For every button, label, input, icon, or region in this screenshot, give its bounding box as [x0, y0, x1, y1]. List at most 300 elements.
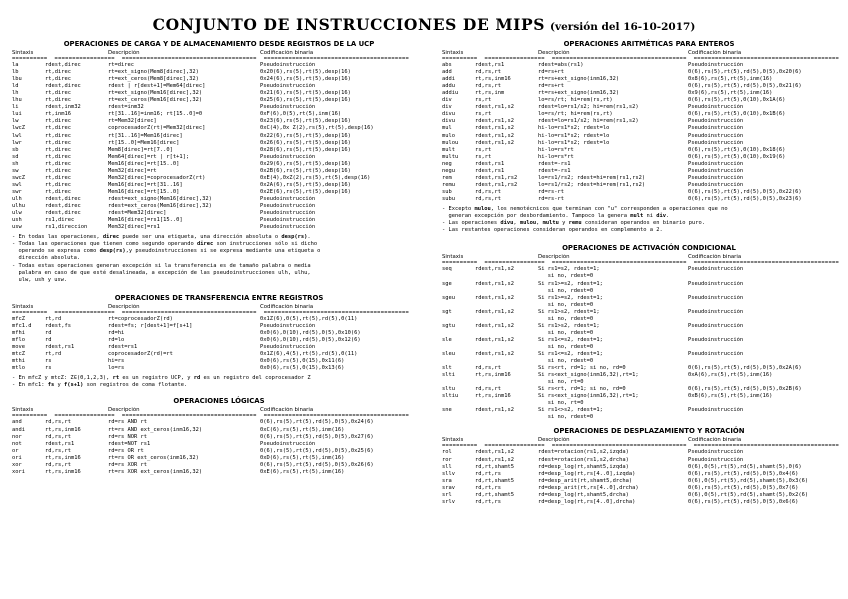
description: Si rs<rt, rd=1; si no, rd=0	[538, 386, 626, 393]
mnemonic: lh	[12, 90, 19, 97]
instruction-row	[442, 330, 848, 337]
instruction-row	[442, 365, 848, 372]
encoding: 0(6),rs(5),rt(5),rd(5),0(5),0x23(6)	[688, 195, 802, 202]
mnemonic: ulh	[12, 195, 22, 202]
operands: rd	[45, 329, 52, 336]
description: si no, rdest=0	[538, 287, 594, 294]
encoding: 0(6),rs(5),rt(5),0(10),0x1B(6)	[688, 111, 786, 118]
encoding: Pseudoinstrucción	[260, 153, 316, 160]
operands: rdest,rs1,s2	[475, 132, 514, 139]
mnemonic: ush	[12, 217, 22, 224]
mnemonic: slt	[442, 365, 452, 372]
mnemonic: mflo	[12, 337, 25, 344]
description: rd=desp_arit(rt,shamt5,drcha)	[538, 477, 633, 484]
mnemonic	[442, 273, 475, 280]
title-version: (versión del 16-10-2017)	[550, 21, 696, 33]
header-separator: ========== ================= ====================================== =========================================	[12, 57, 410, 63]
description: coprocesadorZ(rd)=rt	[108, 351, 173, 358]
encoding: 0(6),rs(5),rt(5),rd(5),0(5),0x26(6)	[260, 461, 374, 468]
encoding: Pseudoinstrucción	[260, 322, 316, 329]
operands: rt,direc	[45, 125, 71, 132]
encoding: Pseudoinstrucción	[260, 104, 316, 111]
header-separator: ========== ================= ====================================== =========================================	[442, 57, 840, 63]
instruction-row	[12, 147, 426, 154]
operands: rdest,rs1,rs2	[475, 174, 518, 181]
instruction-row	[442, 140, 848, 147]
operands: rs	[45, 365, 52, 372]
instruction-row	[442, 407, 848, 414]
column-header: Descripción	[538, 50, 570, 56]
section-activacion	[442, 244, 848, 421]
instruction-row	[442, 316, 848, 323]
section-notes	[12, 234, 426, 284]
operands: rdest,rs1,s2	[475, 139, 514, 146]
mnemonic: lwcZ	[12, 125, 25, 132]
mnemonic: ld	[12, 83, 19, 90]
instruction-row	[12, 358, 426, 365]
instruction-row	[442, 499, 848, 506]
column-header: Sintaxis	[442, 254, 464, 261]
mnemonic: divu	[442, 111, 455, 118]
encoding: 0x1Z(6),0(5),rt(5),rd(5),0(11)	[260, 315, 358, 322]
mnemonic: mfc1.d	[12, 322, 32, 329]
instruction-row	[12, 365, 426, 372]
mnemonic	[442, 358, 475, 365]
operands: rdest,direc	[45, 83, 81, 90]
instruction-row	[12, 441, 426, 448]
encoding: 0(6),rs(5),rt(5),0(10),0x18(6)	[688, 146, 786, 153]
section-notes	[442, 206, 848, 234]
operands	[475, 288, 538, 295]
column-header: Codificación binaria	[260, 303, 314, 310]
operands: rdest,rs1	[475, 160, 505, 167]
mnemonic: srlv	[442, 498, 455, 505]
mnemonic: remu	[442, 181, 455, 188]
operands: rdest,rs1,s2	[475, 322, 514, 329]
description: Mem8[direc]=rt[7..0]	[108, 146, 173, 153]
mnemonic: multu	[442, 153, 459, 160]
encoding: 0x25(6),rs(5),rt(5),desp(16)	[260, 97, 351, 104]
operands: rd,rt,shamt5	[475, 491, 514, 498]
instruction-row	[442, 478, 848, 485]
description: hi-lo=rs*rt	[538, 153, 574, 160]
description: rt[31..16]=Mem16[direc]	[108, 132, 183, 139]
mnemonic: andi	[12, 426, 25, 433]
column-header: Descripción	[538, 254, 570, 261]
section-aritmeticas	[442, 40, 848, 234]
description: Si rs1<=s2, rdest=1;	[538, 336, 603, 343]
mnemonic: lwr	[12, 139, 22, 146]
encoding	[688, 316, 848, 323]
encoding: 0(6),rs(5),rt(5),0(10),0x19(6)	[688, 153, 786, 160]
instruction-row	[12, 419, 426, 426]
description: rd=rs-rt	[538, 195, 564, 202]
operands: rd,rs,rt	[475, 365, 501, 372]
instruction-row	[442, 393, 848, 400]
description: lo=rs/rt; hi=rem(rs,rt)	[538, 97, 613, 104]
instruction-row	[12, 427, 426, 434]
description: hi=rs	[108, 358, 125, 365]
operands: rt,direc	[45, 118, 71, 125]
column-headers	[12, 407, 426, 414]
mnemonic: ori	[12, 454, 22, 461]
instruction-row	[442, 457, 848, 464]
encoding: 0(6),rs(5),rt(5),rd(5),0(5),0x2B(6)	[688, 386, 802, 393]
description: hi-lo=rs1*s2; rdest=lo	[538, 132, 610, 139]
description: Si rs1>=s2, rdest=1;	[538, 294, 603, 301]
operands: rs1,direc	[45, 217, 75, 224]
mnemonic: lw	[12, 118, 19, 125]
description: rdest=rs1	[108, 344, 138, 351]
mnemonic: li	[12, 104, 19, 111]
encoding: 0x2A(6),rs(5),rt(5),desp(16)	[260, 181, 351, 188]
description: lo=rs/rt; hi=rem(rs,rt)	[538, 111, 613, 118]
note-line: - Excepto mulou, los nemotécnicos que terminan con "u" corresponden a operaciones que no	[442, 205, 728, 212]
mnemonic: not	[12, 440, 22, 447]
description: rdest=lo=rs1/s2; hi=rem(rs1,s2)	[538, 118, 639, 125]
encoding	[688, 330, 848, 337]
encoding: 0x21(6),rs(5),rt(5),desp(16)	[260, 90, 351, 97]
operands: rs,rt	[475, 146, 492, 153]
mnemonic: addiu	[442, 90, 459, 97]
encoding: 0(6),rs(5),rt(5),0(10),0x1A(6)	[688, 97, 786, 104]
description: rd=rs+rt	[538, 69, 564, 76]
encoding: Pseudoinstrucción	[688, 181, 744, 188]
operands: rs	[45, 358, 52, 365]
encoding: Pseudoinstrucción	[260, 210, 316, 217]
encoding: 0x0(6),0(10),rd(5),0(5),0x10(6)	[260, 329, 361, 336]
description: rt[15..0]=Mem16[direc]	[108, 139, 180, 146]
encoding: Pseudoinstrucción	[688, 336, 744, 343]
encoding: Pseudoinstrucción	[260, 83, 316, 90]
encoding	[688, 273, 848, 280]
description: rt=ext_ceros(Mem16[direc],32)	[108, 97, 203, 104]
encoding: Pseudoinstrucción	[260, 62, 316, 69]
encoding: 0xE(4),0xZ(2),rs(5),rt(5),desp(16)	[260, 174, 371, 181]
description: Si rs1<=s2, rdest=1;	[538, 350, 603, 357]
description: si no, rdest=0	[538, 414, 594, 421]
description: coprocesadorZ(rt)=Mem32[direc]	[108, 125, 206, 132]
encoding	[688, 344, 848, 351]
operands: rdest,rs1	[475, 62, 505, 69]
operands: rt,direc	[45, 90, 71, 97]
operands: rt,rs,inm16	[475, 76, 511, 83]
instruction-row	[442, 76, 848, 83]
mnemonic: mul	[442, 125, 452, 132]
column-header: Codificación binaria	[260, 407, 314, 414]
description: rd=desp_log(rt,shamt5,izqda)	[538, 463, 629, 470]
note-line: - En mfc1: fs y f(s+1) son registros de coma flotante.	[12, 382, 188, 389]
mnemonic: sgtu	[442, 322, 455, 329]
description: si no, rdest=0	[538, 315, 594, 322]
instruction-row	[12, 104, 426, 111]
description: hi-lo=rs*rt	[538, 146, 574, 153]
instruction-row	[12, 154, 426, 161]
operands: rs,rt	[475, 153, 492, 160]
note-line: ulw, ush y usw.	[12, 276, 68, 283]
mnemonic: lhu	[12, 97, 22, 104]
note-line: operando se expresa como desp(rs),y pseudoinstrucciones si se expresa mediante una etiqueta o	[12, 248, 321, 255]
mnemonic: and	[12, 419, 22, 426]
note-line: - Todas las operaciones que tienen como segundo operando direc son instrucciones sólo si dicho	[12, 241, 318, 248]
section-desplazamiento	[442, 427, 848, 505]
column-header: Descripción	[108, 303, 140, 310]
operands: rd,rs,rt	[475, 83, 501, 90]
description: rdest=ext_signo(Mem16[direc],32)	[108, 195, 212, 202]
description: rdest | r[dest+1]=Mem64[direc]	[108, 83, 206, 90]
instruction-row	[12, 189, 426, 196]
operands: rt,direc	[45, 69, 71, 76]
instruction-row	[442, 90, 848, 97]
description: rt=ext_ceros(Mem8[direc],32)	[108, 76, 199, 83]
description: rd=rs+rt	[538, 83, 564, 90]
description: si no, rdest=0	[538, 273, 594, 280]
description: rd=desp_log(rt,rs[4..0],drcha)	[538, 498, 636, 505]
operands: rd,rt,shamt5	[475, 477, 514, 484]
description: rt=rs XOR ext_ceros(inm16,32)	[108, 468, 203, 475]
mnemonic: addi	[442, 76, 455, 83]
operands	[475, 273, 538, 280]
instruction-row	[442, 449, 848, 456]
encoding: 0(6),rs(5),rt(5),rd(5),0(5),0x20(6)	[688, 69, 802, 76]
description: rt=direc	[108, 62, 134, 69]
description: rdest=abs(rs1)	[538, 62, 584, 69]
description: Mem16[direc]=rt[31..16]	[108, 181, 183, 188]
description: lo=rs1/rs2; rdest=hi=rem(rs1,rs2)	[538, 181, 646, 188]
column-header: Codificación binaria	[688, 50, 742, 56]
mnemonic	[442, 379, 475, 386]
instruction-row	[12, 133, 426, 140]
encoding: Pseudoinstrucción	[688, 167, 744, 174]
instruction-row	[12, 196, 426, 203]
section-transferencia	[12, 294, 426, 390]
description: rt=rs+ext_signo(inm16,32)	[538, 76, 620, 83]
operands: rdest,rs1,s2	[475, 456, 514, 463]
encoding: Pseudoinstrucción	[688, 350, 744, 357]
encoding: 0xF(6),0(5),rt(5),inm(16)	[260, 111, 342, 118]
encoding: 0x23(6),rs(5),rt(5),desp(16)	[260, 118, 351, 125]
instruction-row	[442, 281, 848, 288]
description: rd=desp_arit(rt,rs[4..0],drcha)	[538, 484, 639, 491]
header-separator: ========== ================= ====================================== =========================================	[442, 444, 840, 450]
encoding: Pseudoinstrucción	[260, 224, 316, 231]
operands: rt,direc	[45, 97, 71, 104]
mnemonic: sne	[442, 407, 452, 414]
operands: rd,rs,rt	[45, 461, 71, 468]
operands: rt,direc	[45, 76, 71, 83]
instruction-row	[12, 455, 426, 462]
instruction-row	[12, 175, 426, 182]
instruction-row	[442, 175, 848, 182]
instruction-row	[442, 344, 848, 351]
encoding: Pseudoinstrucción	[260, 202, 316, 209]
encoding: 0x9(6),rs(5),rt(5),inm(16)	[688, 90, 773, 97]
mnemonic: seq	[442, 266, 452, 273]
section-title: OPERACIONES DE CARGA Y DE ALMACENAMIENTO DESDE REGISTROS DE LA UCP	[63, 40, 375, 48]
instruction-row	[12, 469, 426, 476]
encoding: Pseudoinstrucción	[688, 104, 744, 111]
column-header: Sintaxis	[12, 50, 34, 56]
mnemonic: lwl	[12, 132, 22, 139]
operands: rd,rt,rs	[475, 484, 501, 491]
mnemonic: or	[12, 447, 19, 454]
mnemonic: neg	[442, 160, 452, 167]
description: Si rs<ext_signo(inm16,32),rt=1;	[538, 372, 639, 379]
encoding: 0x28(6),rs(5),rt(5),desp(16)	[260, 146, 351, 153]
mnemonic: mfhi	[12, 329, 25, 336]
instruction-row	[12, 83, 426, 90]
instruction-row	[442, 485, 848, 492]
instruction-row	[442, 168, 848, 175]
description: Mem16[direc]=rt[15..0]	[108, 160, 180, 167]
instruction-row	[12, 344, 426, 351]
mnemonic: ulhu	[12, 202, 25, 209]
instruction-row	[12, 168, 426, 175]
operands: rdest,direc	[45, 195, 81, 202]
mnemonic: xori	[12, 468, 25, 475]
encoding: Pseudoinstrucción	[688, 322, 744, 329]
operands: rd,rs,rt	[45, 447, 71, 454]
mnemonic	[442, 330, 475, 337]
operands: rd,rs,rt	[475, 188, 501, 195]
section-logicas	[12, 397, 426, 475]
operands: rd,rt,shamt5	[475, 463, 514, 470]
description: hi-lo=rs1*s2; rdest=lo	[538, 125, 610, 132]
instruction-row	[442, 125, 848, 132]
mnemonic: swr	[12, 188, 22, 195]
description: Si rs1>s2, rdest=1;	[538, 308, 600, 315]
encoding: 0x0(6),rs(5),0(15),0x13(6)	[260, 365, 345, 372]
operands: rdest,rs1,s2	[475, 280, 514, 287]
operands	[475, 344, 538, 351]
column-header: Codificación binaria	[688, 437, 742, 444]
description: hi-lo=rs1*s2; rdest=lo	[538, 139, 610, 146]
encoding: Pseudoinstrucción	[688, 456, 744, 463]
instruction-row	[12, 210, 426, 217]
description: si no, rdest=0	[538, 343, 594, 350]
instruction-row	[442, 295, 848, 302]
operands: rd,rs,rt	[475, 386, 501, 393]
section-notes	[12, 375, 426, 389]
encoding: 0xE(6),rs(5),rt(5),inm(16)	[260, 468, 345, 475]
mnemonic	[442, 288, 475, 295]
description: rdest=inm32	[108, 104, 144, 111]
encoding: 0(6),rs(5),rt(5),rd(5),0(5),0x7(6)	[688, 484, 799, 491]
operands: rdest,direc	[45, 210, 81, 217]
mnemonic: sltu	[442, 386, 455, 393]
instruction-row	[442, 97, 848, 104]
encoding: 0(6),rs(5),rt(5),rd(5),0(5),0x27(6)	[260, 433, 374, 440]
encoding: 0x22(6),rs(5),rt(5),desp(16)	[260, 132, 351, 139]
operands: rdest,direc	[45, 202, 81, 209]
note-line: - En mfcZ y mtcZ: Z∈(0,1,2,3), rt es un registro UCP, y rd es un registro del coprocesador Z	[12, 375, 311, 382]
mnemonic: sge	[442, 280, 452, 287]
description: rdest=rotacion(rs1,s2,izqda)	[538, 449, 629, 456]
encoding: Pseudoinstrucción	[688, 118, 744, 125]
instruction-row	[442, 302, 848, 309]
description: rt=ext_signo(Mem8[direc],32)	[108, 69, 199, 76]
mnemonic: sd	[12, 153, 19, 160]
instruction-row	[12, 76, 426, 83]
description: Si rs1=s2, rdest=1;	[538, 266, 600, 273]
instruction-row	[12, 217, 426, 224]
mnemonic	[442, 302, 475, 309]
description: rt=coprocesadorZ(rd)	[108, 315, 173, 322]
description: rd=rs-rt	[538, 188, 564, 195]
description: rd=desp_log(rt,rs[4..0],izqda)	[538, 470, 636, 477]
mnemonic: usw	[12, 224, 22, 231]
mnemonic: div	[442, 104, 452, 111]
instruction-row	[442, 471, 848, 478]
description: Si rs<ext_signo(inm16,32),rt=1;	[538, 393, 639, 400]
description: Mem16[direc]=rt[15..0]	[108, 188, 180, 195]
header-separator: ========== ================= ====================================== =========================================	[12, 414, 410, 420]
instruction-row	[12, 203, 426, 210]
operands: rt,rs,inm16	[475, 393, 511, 400]
operands: rdest,rs1	[475, 167, 505, 174]
encoding	[688, 288, 848, 295]
note-line: - Todas estas operaciones generan excepción si la transferencia es de tamaño palabra o media	[12, 262, 311, 269]
operands: rt,direc	[45, 188, 71, 195]
description: rdest=-rs1	[538, 160, 571, 167]
operands: rdest,inm32	[45, 104, 81, 111]
encoding: Pseudoinstrucción	[688, 62, 744, 69]
instruction-row	[12, 69, 426, 76]
encoding: Pseudoinstrucción	[688, 160, 744, 167]
mnemonic: sra	[442, 477, 452, 484]
column-header: Sintaxis	[12, 303, 34, 310]
description: Mem64[direc]=rt | r[t+1];	[108, 153, 190, 160]
operands: rdest,rs1,rs2	[475, 181, 518, 188]
note-line: - Las restantes operaciones consideran operandos en complemento a 2.	[442, 227, 663, 234]
encoding: 0(6),rs(5),rt(5),rd(5),0(5),0x25(6)	[260, 447, 374, 454]
instruction-row	[12, 161, 426, 168]
encoding: 0x8(6),rs(5),rt(5),inm(16)	[688, 76, 773, 83]
operands: rdest,direc	[45, 62, 81, 69]
description: Mem16[direc]=rs1[15..0]	[108, 217, 183, 224]
encoding: Pseudoinstrucción	[688, 174, 744, 181]
note-line: dirección absoluta.	[12, 255, 81, 262]
column-header: Sintaxis	[12, 407, 34, 414]
encoding: 0xC(4),0x Z(2),rs(5),rt(5),desp(16)	[260, 125, 374, 132]
operands	[475, 358, 538, 365]
mnemonic: xor	[12, 461, 22, 468]
instruction-row	[442, 351, 848, 358]
instruction-row	[12, 140, 426, 147]
column-header: Descripción	[538, 437, 570, 444]
encoding: 0xC(6),rs(5),rt(5),inm(16)	[260, 426, 345, 433]
operands: rdest,rs1	[45, 344, 75, 351]
encoding	[688, 414, 848, 421]
column-headers	[442, 437, 848, 444]
encoding: 0(6),rs(5),rt(5),rd(5),0(5),0x22(6)	[688, 188, 802, 195]
instruction-row	[442, 372, 848, 379]
mnemonic: addu	[442, 83, 455, 90]
section-carga	[12, 40, 426, 284]
note-line: generan excepción por desbordamiento. Tampoco la genera mult ni div.	[442, 213, 670, 220]
mnemonic: subu	[442, 195, 455, 202]
encoding: Pseudoinstrucción	[260, 440, 316, 447]
operands: rt,rd	[45, 351, 62, 358]
encoding: 0x29(6),rs(5),rt(5),desp(16)	[260, 160, 351, 167]
operands: rdest,rs1,s2	[475, 104, 514, 111]
mnemonic: sb	[12, 146, 19, 153]
mnemonic: divu	[442, 118, 455, 125]
encoding: 0(6),0(5),rt(5),rd(5),shamt(5),0x3(6)	[688, 477, 809, 484]
mnemonic: rem	[442, 174, 452, 181]
operands: rt,rs,inm16	[45, 468, 81, 475]
mnemonic: mulo	[442, 132, 455, 139]
